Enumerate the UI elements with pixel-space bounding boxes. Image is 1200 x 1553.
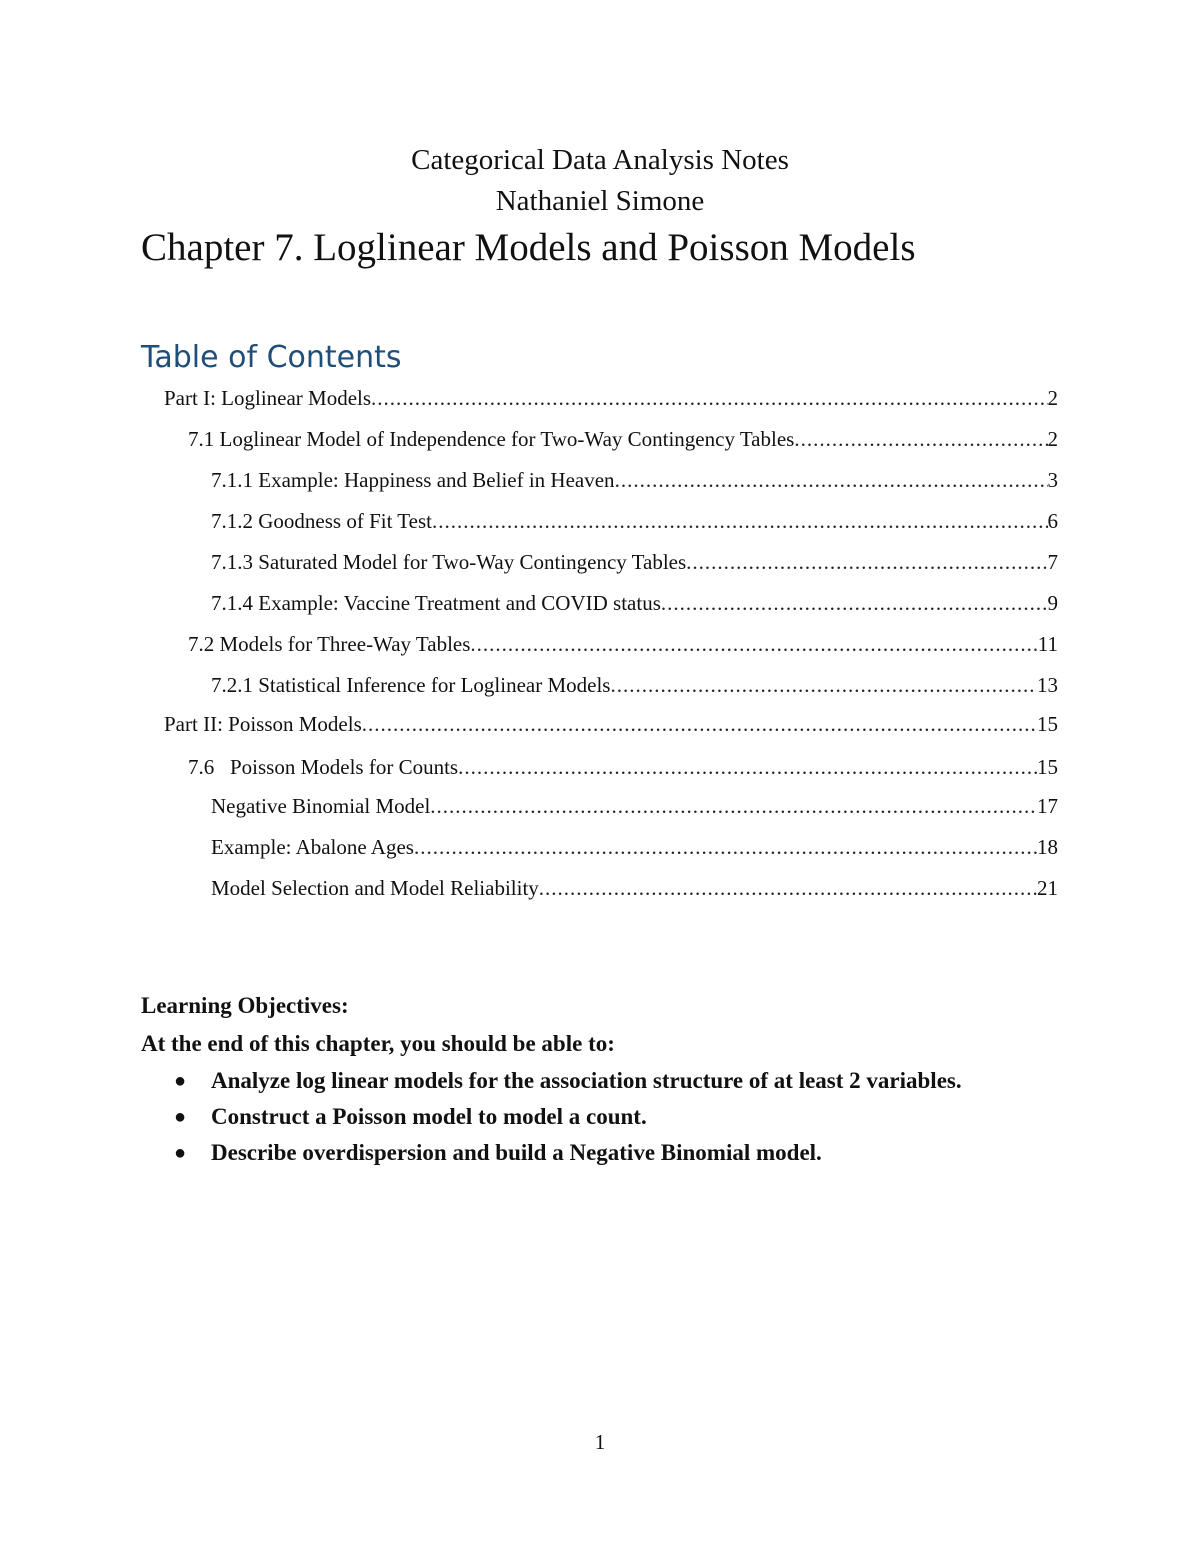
bullet-dot-icon: ●: [174, 1070, 187, 1092]
learning-objectives: [141, 987, 1101, 1171]
toc-entry-page: 6: [1047, 509, 1058, 533]
list-item: [141, 1063, 1101, 1099]
toc-entry[interactable]: [164, 709, 1058, 739]
toc-entry-page: 17: [1037, 794, 1058, 818]
toc-entry-label: Part II: Poisson Models: [164, 712, 362, 736]
toc-heading: Table of Contents: [141, 340, 402, 375]
toc-leader: [458, 752, 1037, 782]
toc-leader: [615, 465, 1048, 495]
author-name: Nathaniel Simone: [495, 185, 705, 217]
toc-entry-label: Part I: Loglinear Models: [164, 386, 372, 410]
toc-entry-label: Model Selection and Model Reliability: [211, 876, 539, 900]
toc-entry[interactable]: [211, 832, 1058, 862]
toc-entry-page: 13: [1037, 673, 1058, 697]
objective-text: Analyze log linear models for the association structure of at least 2 variables.: [211, 1068, 962, 1093]
toc-leader: [371, 383, 1047, 413]
toc-leader: [794, 424, 1047, 454]
toc-entry-page: 7: [1047, 550, 1058, 574]
list-item: [141, 1135, 1101, 1171]
toc-entry-label: 7.1.3 Saturated Model for Two-Way Contingency Tables: [211, 550, 687, 574]
toc-entry-page: 2: [1047, 427, 1058, 451]
toc-entry[interactable]: [211, 465, 1058, 495]
title-block: [0, 140, 1200, 222]
toc-leader: [661, 588, 1048, 618]
toc-entry-label: 7.1.2 Goodness of Fit Test: [211, 509, 432, 533]
toc-entry-page: 11: [1037, 632, 1058, 656]
toc-leader: [414, 832, 1037, 862]
toc-leader: [430, 791, 1037, 821]
objectives-list: [141, 1063, 1101, 1171]
toc-entry-label: 7.1.1 Example: Happiness and Belief in Heaven: [211, 468, 615, 492]
toc-entry[interactable]: [211, 791, 1058, 821]
toc-entry-label: 7.1 Loglinear Model of Independence for Two-Way Contingency Tables: [188, 427, 795, 451]
toc-leader: [432, 506, 1048, 536]
toc-entry[interactable]: [188, 424, 1058, 454]
objective-text: Construct a Poisson model to model a count.: [211, 1104, 647, 1129]
toc-entry-page: 9: [1047, 591, 1058, 615]
chapter-title: Chapter 7. Loglinear Models and Poisson Models: [141, 226, 916, 269]
list-item: [141, 1099, 1101, 1135]
toc-entry[interactable]: [211, 547, 1058, 577]
page-number: 1: [594, 1430, 606, 1454]
toc-entry-label: Negative Binomial Model: [211, 794, 431, 818]
objectives-heading: Learning Objectives:: [141, 993, 349, 1018]
toc-entry-page: 15: [1037, 712, 1058, 736]
toc-entry[interactable]: [188, 752, 1058, 782]
toc-entry-page: 3: [1047, 468, 1058, 492]
toc-leader: [470, 629, 1037, 659]
toc-entry[interactable]: [164, 383, 1058, 413]
toc-entry[interactable]: [188, 629, 1058, 659]
toc-leader: [362, 709, 1037, 739]
toc-leader: [610, 670, 1037, 700]
toc-entry[interactable]: [211, 670, 1058, 700]
toc-entry-page: 15: [1037, 755, 1058, 779]
bullet-dot-icon: ●: [174, 1142, 187, 1164]
toc-entry[interactable]: [211, 506, 1058, 536]
toc-entry-label: Example: Abalone Ages: [211, 835, 414, 859]
toc-entry[interactable]: [211, 588, 1058, 618]
toc-entry[interactable]: [211, 873, 1058, 903]
objectives-intro: At the end of this chapter, you should be able to:: [141, 1031, 615, 1056]
objective-text: Describe overdispersion and build a Negative Binomial model.: [211, 1140, 822, 1165]
course-title: Categorical Data Analysis Notes: [411, 144, 789, 176]
toc-leader: [539, 873, 1037, 903]
toc-leader: [686, 547, 1047, 577]
toc-entry-label: 7.6 Poisson Models for Counts: [188, 755, 459, 779]
toc-entry-label: 7.1.4 Example: Vaccine Treatment and COVID status: [211, 591, 661, 615]
toc-entry-page: 2: [1047, 386, 1058, 410]
toc-entry-label: 7.2.1 Statistical Inference for Loglinear Models: [211, 673, 611, 697]
bullet-dot-icon: ●: [174, 1106, 187, 1128]
toc-entry-page: 21: [1037, 876, 1058, 900]
toc-entry-label: 7.2 Models for Three-Way Tables: [188, 632, 471, 656]
toc-entry-page: 18: [1037, 835, 1058, 859]
